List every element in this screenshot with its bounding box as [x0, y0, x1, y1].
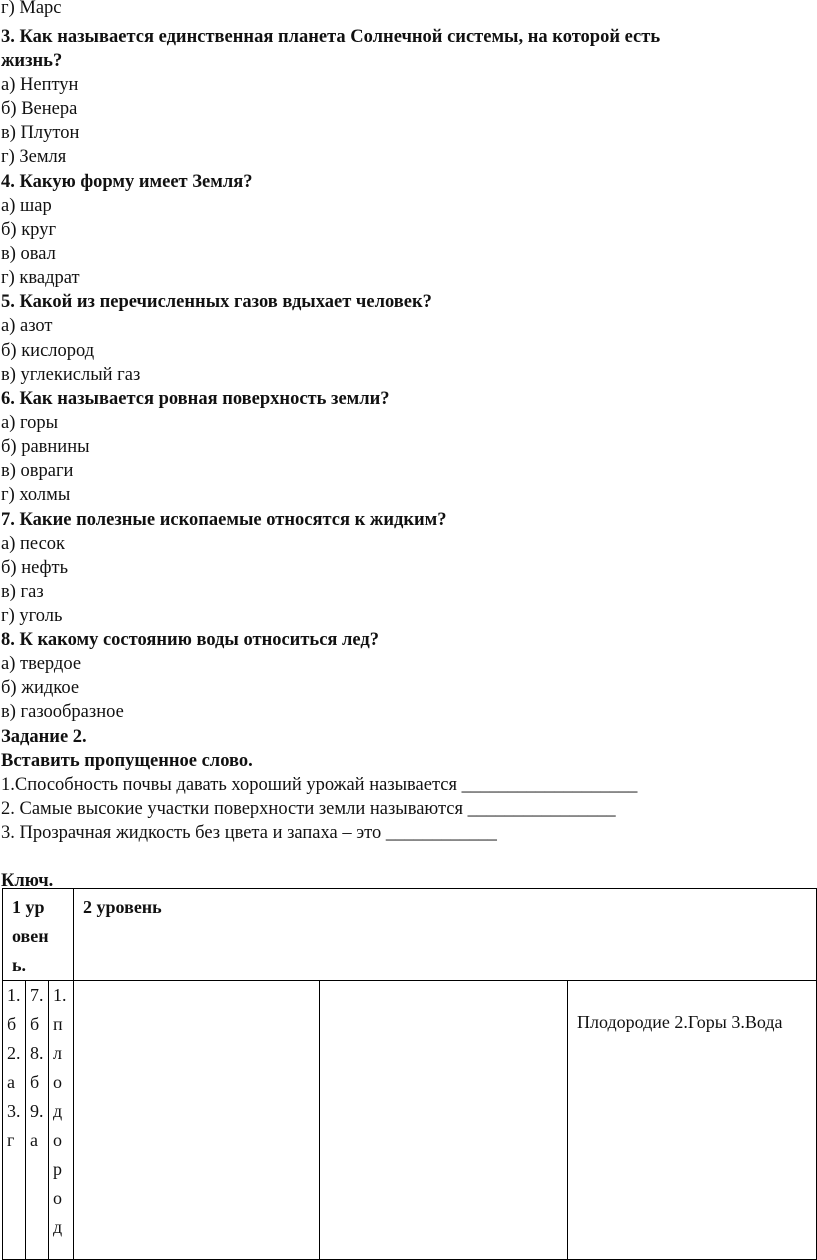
question-title: 6. Как называется ровная поверхность земли? [1, 389, 390, 409]
task-instruction: Вставить пропущенное слово. [1, 751, 253, 771]
key-empty-cell [74, 981, 320, 1260]
level2-header-cell [74, 889, 817, 981]
answer-option: в) газообразное [1, 702, 124, 722]
answer-option: б) кислород [1, 341, 95, 361]
answer-option: а) азот [1, 316, 53, 336]
answer-option: б) нефть [1, 558, 69, 578]
fill-in-sentence: 3. Прозрачная жидкость без цвета и запаха – это ____________ [1, 823, 497, 843]
question-title: 8. К какому состоянию воды относиться лед? [1, 630, 380, 650]
answer-option: г) холмы [1, 485, 71, 505]
fill-in-sentence: 1.Способность почвы давать хороший урожай называется ___________________ [1, 775, 638, 795]
answer-option: г) Марс [1, 0, 62, 18]
answer-option: г) уголь [1, 606, 63, 626]
answer-option: в) овраги [1, 461, 74, 481]
key-level2-answers: Плодородие 2.Горы 3.Вода [577, 1012, 783, 1032]
question-title: 3. Как называется единственная планета Солнечной системы, на которой есть [1, 27, 661, 47]
answer-option: а) шар [1, 196, 52, 216]
level2-header: 2 уровень [83, 897, 162, 917]
answer-option: б) круг [1, 220, 57, 240]
answer-option: в) углекислый газ [1, 365, 141, 385]
question-title: 5. Какой из перечисленных газов вдыхает человек? [1, 292, 432, 312]
answer-option: в) Плутон [1, 123, 80, 143]
question-title-cont: жизнь? [1, 51, 63, 71]
fill-in-sentence: 2. Самые высокие участки поверхности земли называются ________________ [1, 799, 616, 819]
key-empty-cell [320, 981, 568, 1260]
answer-option: а) песок [1, 534, 66, 554]
key-column-3 [49, 981, 74, 1260]
level1-header: 1 уровень. [12, 897, 49, 975]
key-answers-7-9: 7.б8.б9.а [30, 985, 44, 1150]
answer-option: в) овал [1, 244, 56, 264]
key-answers-1-3: 1.б2.а3.г [7, 985, 21, 1150]
key-column-2 [26, 981, 49, 1260]
answer-option: г) Земля [1, 147, 67, 167]
key-answer-fragment: 1.плодород [53, 985, 67, 1237]
task-heading: Задание 2. [1, 727, 87, 747]
question-title: 7. Какие полезные ископаемые относятся к жидким? [1, 510, 447, 530]
answer-option: а) Нептун [1, 75, 79, 95]
answer-option: г) квадрат [1, 268, 80, 288]
answer-option: б) жидкое [1, 678, 80, 698]
key-heading: Ключ. [1, 871, 54, 891]
answer-option: б) Венера [1, 99, 78, 119]
answer-option: а) горы [1, 413, 59, 433]
answer-option: а) твердое [1, 654, 82, 674]
question-title: 4. Какую форму имеет Земля? [1, 172, 253, 192]
answer-key-table [2, 888, 817, 1260]
answer-option: б) равнины [1, 437, 90, 457]
level1-header-cell [3, 889, 74, 981]
key-level2-answers-cell [568, 981, 817, 1260]
answer-option: в) газ [1, 582, 44, 602]
key-column-1 [3, 981, 26, 1260]
